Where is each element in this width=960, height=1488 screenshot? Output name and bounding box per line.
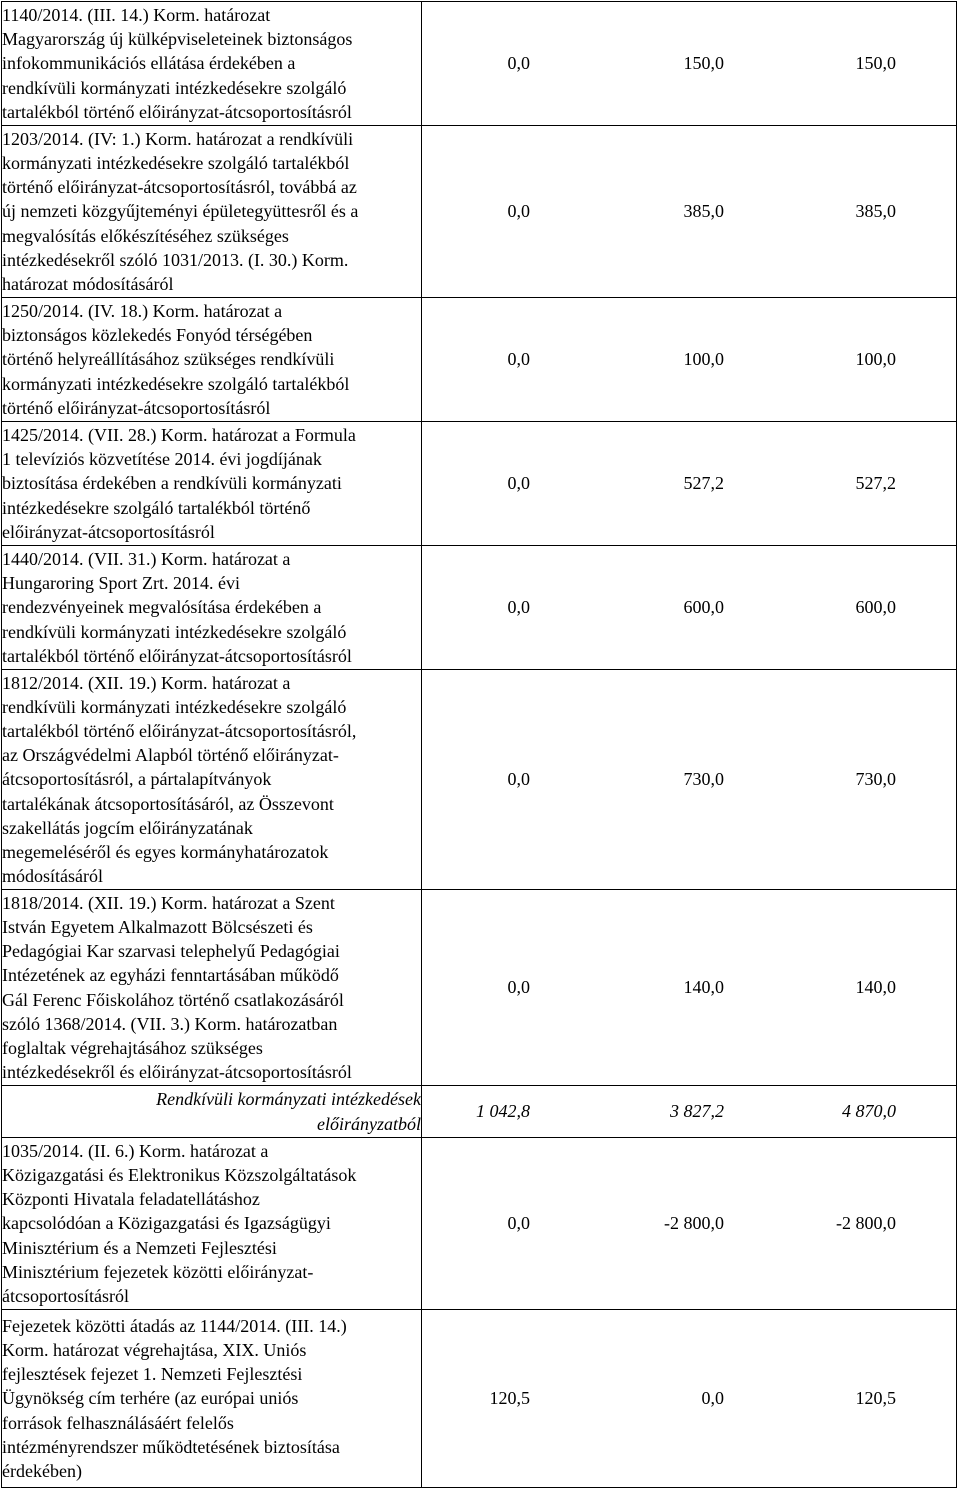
description-line: rendkívüli kormányzati intézkedésekre szolgáló — [2, 696, 347, 717]
value-col-2: 150,0 — [683, 53, 724, 73]
description-line: fejlesztések fejezet 1. Nemzeti Fejlesztési — [2, 1364, 303, 1385]
table-row — [2, 1310, 957, 1488]
description-line: Minisztérium fejezetek közötti előirányzat- — [2, 1261, 314, 1282]
description-line: tartalékból történő előirányzat-átcsoportosításról, — [2, 720, 357, 741]
description-line: előirányzat-átcsoportosításról — [2, 521, 215, 542]
value-col-3: 150,0 — [855, 53, 896, 73]
description-line: Minisztérium és a Nemzeti Fejlesztési — [2, 1237, 277, 1258]
description-line: 1035/2014. (II. 6.) Korm. határozat a — [2, 1140, 269, 1161]
table-row — [2, 1138, 957, 1310]
value-col-1: 0,0 — [507, 769, 530, 789]
table-row — [2, 546, 957, 670]
value-col-3: 140,0 — [855, 977, 896, 997]
value-col-1: 0,0 — [507, 349, 530, 369]
values-cell — [422, 1086, 957, 1138]
description-line: kapcsolódóan a Közigazgatási és Igazságügyi — [2, 1213, 331, 1234]
description-line: szakellátás jogcím előirányzatának — [2, 817, 253, 838]
table-row — [2, 298, 957, 422]
description-line: Ügynökség cím terhére (az európai uniós — [2, 1388, 299, 1409]
table-row — [2, 2, 957, 126]
description-line: átcsoportosításról — [2, 1286, 129, 1306]
description-line: Pedagógiai Kar szarvasi telephelyű Pedagógiai — [2, 941, 340, 962]
description-cell — [2, 1086, 422, 1138]
description-line: megemeléséről és egyes kormányhatározatok — [2, 842, 329, 862]
description-line: 1812/2014. (XII. 19.) Korm. határozat a — [2, 672, 291, 693]
description-line: érdekében) — [2, 1461, 82, 1481]
description-line: források felhasználásáért felelős — [2, 1412, 234, 1433]
description-line: Hungaroring Sport Zrt. 2014. évi — [2, 573, 240, 594]
description-line: 1140/2014. (III. 14.) Korm. határozat — [2, 4, 271, 25]
value-col-2: -2 800,0 — [664, 1213, 724, 1233]
description-line: történő előirányzat-átcsoportosításról, továbbá az — [2, 177, 357, 198]
description-line: biztonságos közlekedés Fonyód térségében — [2, 325, 313, 346]
values-cell — [422, 670, 957, 890]
description-line: 1818/2014. (XII. 19.) Korm. határozat a Szent — [2, 892, 335, 913]
value-col-2: 100,0 — [683, 349, 724, 369]
description-cell — [2, 1138, 422, 1310]
description-line: 1 televíziós közvetítése 2014. évi jogdíjának — [2, 449, 322, 470]
description-line: Intézetének az egyházi fenntartásában működő — [2, 965, 339, 986]
table-row — [2, 670, 957, 890]
value-col-2: 527,2 — [683, 473, 724, 493]
value-col-2: 600,0 — [683, 597, 724, 617]
description-line: 1203/2014. (IV: 1.) Korm. határozat a rendkívüli — [2, 128, 354, 149]
description-line: módosításáról — [2, 866, 103, 887]
description-line: Magyarország új külképviseleteinek biztonságos — [2, 29, 353, 50]
value-col-3: 385,0 — [855, 201, 896, 221]
value-col-1: 0,0 — [507, 1213, 530, 1233]
values-cell — [422, 298, 957, 422]
values-cell — [422, 126, 957, 298]
description-line: tartalékból történő előirányzat-átcsoportosításról — [2, 645, 352, 666]
value-col-1: 0,0 — [507, 977, 530, 997]
value-col-2: 730,0 — [683, 769, 724, 789]
value-col-1: 1 042,8 — [476, 1101, 530, 1121]
value-col-3: -2 800,0 — [836, 1213, 896, 1233]
value-col-1: 0,0 — [507, 201, 530, 221]
description-line: infokommunikációs ellátása érdekében a — [2, 53, 296, 74]
table-row — [2, 422, 957, 546]
value-col-1: 0,0 — [507, 53, 530, 73]
description-line: történő helyreállításához szükséges rendkívüli — [2, 349, 335, 370]
description-cell — [2, 546, 422, 670]
values-cell — [422, 1310, 957, 1488]
description-line: 1440/2014. (VII. 31.) Korm. határozat a — [2, 548, 291, 569]
value-col-2: 3 827,2 — [670, 1101, 724, 1121]
description-line: szóló 1368/2014. (VII. 3.) Korm. határozatban — [2, 1013, 338, 1034]
description-line: Központi Hivatala feladatellátáshoz — [2, 1189, 260, 1210]
value-col-1: 0,0 — [507, 473, 530, 493]
description-line: Fejezetek közötti átadás az 1144/2014. (III. 14.) — [2, 1315, 347, 1336]
description-line: tartalékból történő előirányzat-átcsoportosításról — [2, 101, 352, 122]
values-cell — [422, 1138, 957, 1310]
table-row — [2, 890, 957, 1086]
description-cell — [2, 1310, 422, 1488]
description-line: István Egyetem Alkalmazott Bölcsészeti és — [2, 916, 313, 937]
description-line: intézkedésekről szóló 1031/2013. (I. 30.) Korm. — [2, 249, 349, 270]
description-line: rendkívüli kormányzati intézkedésekre szolgáló — [2, 621, 347, 642]
value-col-1: 0,0 — [507, 597, 530, 617]
budget-reallocation-table — [1, 1, 957, 1488]
value-col-3: 527,2 — [855, 473, 896, 493]
description-line: Közigazgatási és Elektronikus Közszolgáltatások — [2, 1164, 357, 1185]
values-cell — [422, 422, 957, 546]
description-cell — [2, 890, 422, 1086]
description-line: történő előirányzat-átcsoportosításról — [2, 397, 271, 418]
description-line: rendkívüli kormányzati intézkedésekre szolgáló — [2, 77, 347, 98]
values-cell — [422, 546, 957, 670]
values-cell — [422, 2, 957, 126]
description-cell — [2, 670, 422, 890]
table-row — [2, 126, 957, 298]
description-line: foglaltak végrehajtásához szükséges — [2, 1037, 263, 1058]
description-cell — [2, 298, 422, 422]
description-line: intézkedésekről és előirányzat-átcsoportosításról — [2, 1062, 352, 1083]
description-line: kormányzati intézkedésekre szolgáló tartalékból — [2, 373, 350, 394]
description-line: Gál Ferenc Főiskolához történő csatlakozásáról — [2, 989, 344, 1010]
description-line: biztosítása érdekében a rendkívüli kormányzati — [2, 473, 342, 494]
description-line: 1425/2014. (VII. 28.) Korm. határozat a Formula — [2, 424, 356, 445]
description-line: intézményrendszer működtetésének biztosítása — [2, 1436, 340, 1457]
value-col-1: 120,5 — [489, 1388, 530, 1408]
value-col-3: 4 870,0 — [842, 1101, 896, 1121]
description-line: előirányzatból — [317, 1113, 421, 1134]
description-line: rendezvényeinek megvalósítása érdekében a — [2, 597, 322, 618]
subtotal-row — [2, 1086, 957, 1138]
description-line: Rendkívüli kormányzati intézkedések — [156, 1089, 421, 1110]
description-line: átcsoportosításról, a pártalapítványok — [2, 769, 272, 790]
description-line: Korm. határozat végrehajtása, XIX. Uniós — [2, 1339, 307, 1360]
description-cell — [2, 126, 422, 298]
description-cell — [2, 422, 422, 546]
value-col-2: 140,0 — [683, 977, 724, 997]
description-line: új nemzeti közgyűjteményi épületegyüttesről és a — [2, 201, 359, 222]
description-line: az Országvédelmi Alapból történő előirányzat- — [2, 745, 339, 766]
description-line: intézkedésekre szolgáló tartalékból történő — [2, 497, 311, 518]
description-line: határozat módosításáról — [2, 274, 174, 294]
value-col-3: 730,0 — [855, 769, 896, 789]
description-line: 1250/2014. (IV. 18.) Korm. határozat a — [2, 300, 283, 321]
value-col-3: 600,0 — [855, 597, 896, 617]
value-col-2: 0,0 — [701, 1388, 724, 1408]
description-line: megvalósítás előkészítéséhez szükséges — [2, 225, 289, 246]
values-cell — [422, 890, 957, 1086]
value-col-3: 100,0 — [855, 349, 896, 369]
description-cell — [2, 2, 422, 126]
description-line: tartalékának átcsoportosításáról, az Összevont — [2, 793, 334, 814]
table-body — [2, 2, 957, 1488]
value-col-2: 385,0 — [683, 201, 724, 221]
description-line: kormányzati intézkedésekre szolgáló tartalékból — [2, 152, 350, 173]
value-col-3: 120,5 — [855, 1388, 896, 1408]
